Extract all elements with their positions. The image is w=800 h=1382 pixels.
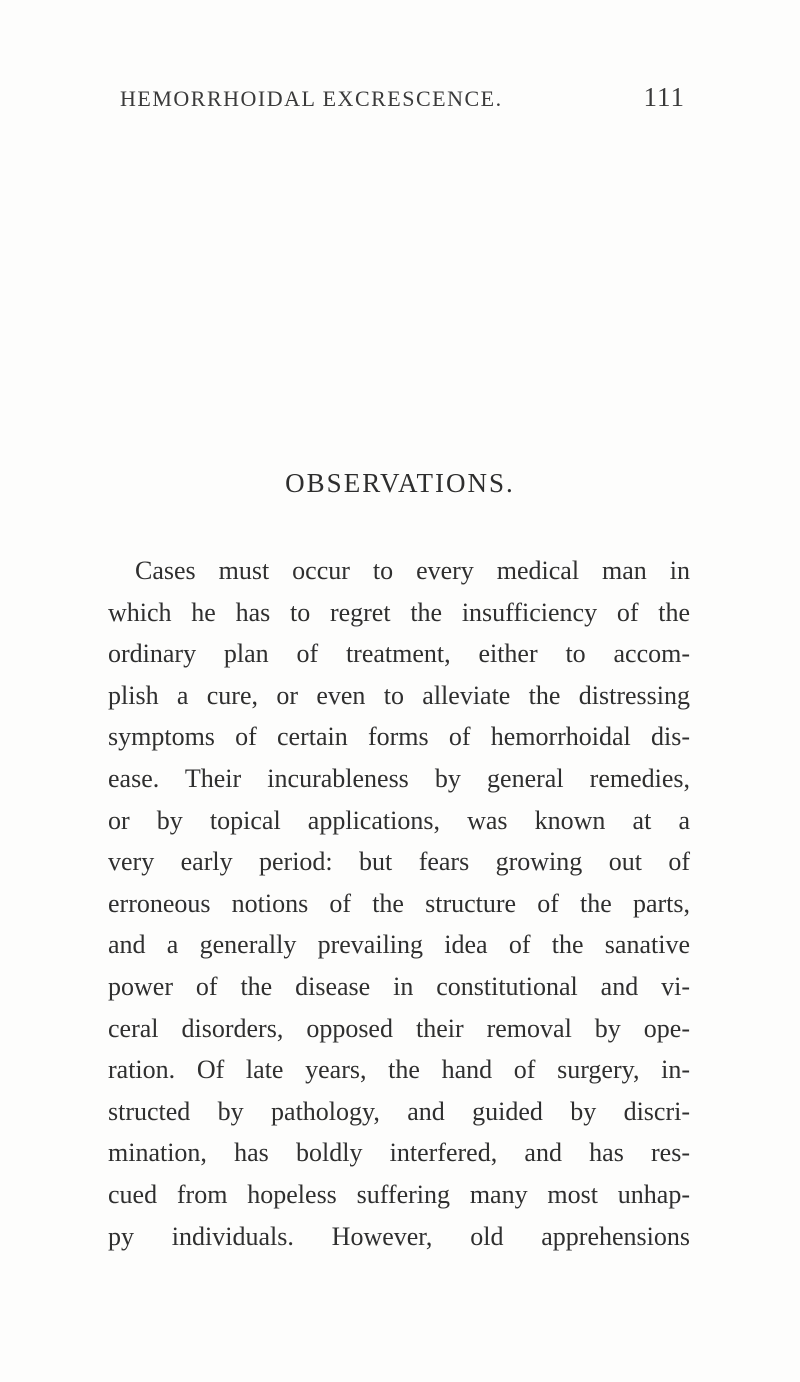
- paragraph-line: which he has to regret the insufficiency of the: [108, 597, 690, 627]
- paragraph-line: or by topical applications, was known at a: [108, 805, 690, 835]
- paragraph-line: very early period: but fears growing out of: [108, 847, 690, 877]
- paragraph-line: mination, has boldly interfered, and has res-: [108, 1138, 690, 1168]
- paragraph-line: Cases must occur to every medical man in: [135, 556, 690, 585]
- paragraph-line: and a generally prevailing idea of the sanative: [108, 930, 690, 960]
- paragraph-line: structed by pathology, and guided by discri-: [108, 1096, 690, 1126]
- paragraph-line: erroneous notions of the structure of the parts,: [108, 888, 690, 918]
- paragraph-line: plish a cure, or even to alleviate the distressing: [108, 680, 690, 710]
- page-number: 111: [643, 82, 685, 112]
- paragraph-line: symptoms of certain forms of hemorrhoidal dis-: [108, 722, 690, 752]
- running-head: [120, 82, 685, 116]
- paragraph-line: power of the disease in constitutional and vi-: [108, 971, 690, 1001]
- body-paragraph: [108, 550, 690, 1257]
- paragraph-line: py individuals. However, old apprehensions: [108, 1221, 690, 1251]
- paragraph-line: ease. Their incurableness by general remedies,: [108, 763, 690, 793]
- running-head-title: HEMORRHOIDAL EXCRESCENCE.: [120, 86, 503, 111]
- paragraph-line: ordinary plan of treatment, either to accom-: [108, 639, 690, 669]
- section-title: OBSERVATIONS.: [285, 468, 515, 498]
- paragraph-line: ceral disorders, opposed their removal by ope-: [108, 1013, 690, 1043]
- paragraph-line: ration. Of late years, the hand of surgery, in-: [108, 1055, 690, 1085]
- paragraph-line: cued from hopeless suffering many most unhap-: [108, 1179, 690, 1209]
